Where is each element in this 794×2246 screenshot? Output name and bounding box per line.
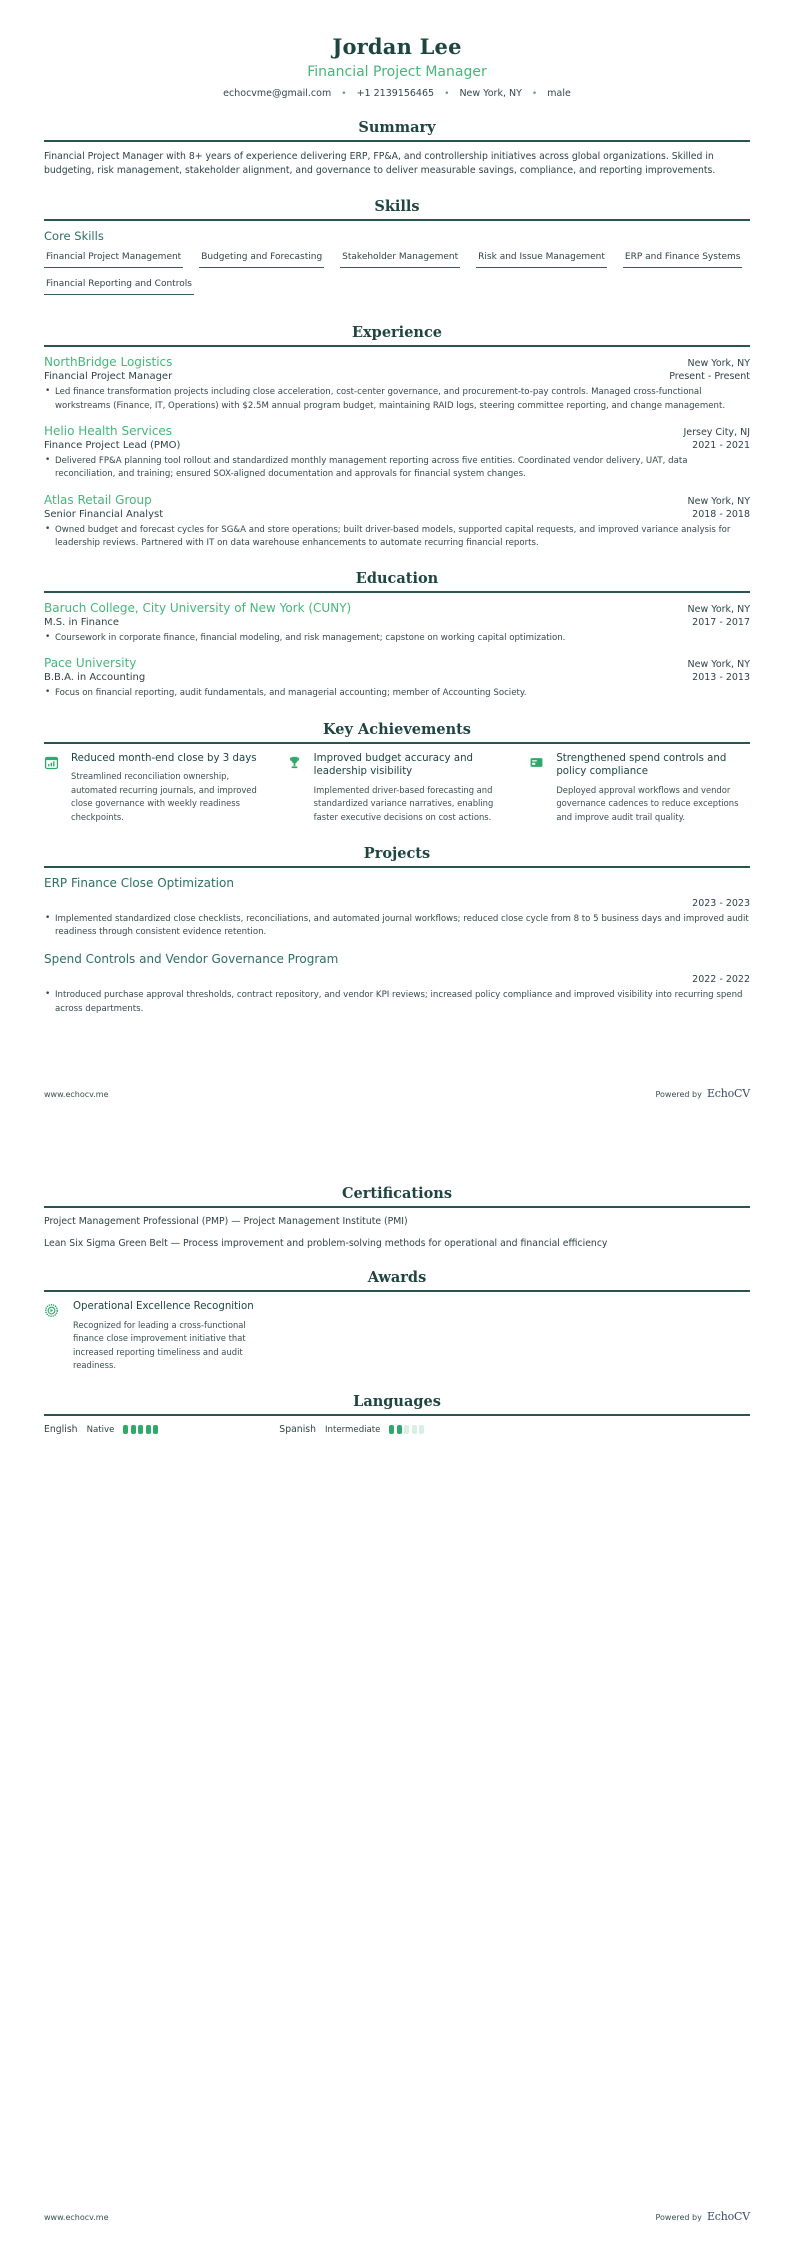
skill-chip: Risk and Issue Management bbox=[476, 250, 607, 268]
proficiency-dot bbox=[389, 1425, 394, 1434]
achievement-title: Reduced month-end close by 3 days bbox=[71, 752, 257, 764]
page-footer bbox=[44, 2205, 750, 2224]
proficiency-dot bbox=[131, 1425, 136, 1434]
achievement-title: Improved budget accuracy and leadership visibility bbox=[313, 752, 473, 778]
resume-header bbox=[44, 34, 750, 99]
education-degree: B.B.A. in Accounting bbox=[44, 672, 146, 684]
award-title: Operational Excellence Recognition bbox=[73, 1301, 254, 1312]
education-entry bbox=[44, 601, 750, 645]
skill-chip: ERP and Finance Systems bbox=[623, 250, 743, 268]
footer-brand: EchoCV bbox=[706, 2210, 750, 2223]
section-title-certifications: Certifications bbox=[342, 1185, 452, 1202]
bullet-item: • Led finance transformation projects including close acceleration, cost-center governance, and procurement-to-pay controls. Managed cross-functional workstreams (Finance, IT, Operations) with $2.5M annual program budget, maintaining RAID logs, steering committee reporting, and change management. bbox=[44, 386, 750, 413]
section-projects bbox=[44, 845, 750, 1016]
bullet-item: • Introduced purchase approval thresholds, contract repository, and vendor KPI reviews; increased policy compliance and improved visibility into recurring spend across departments. bbox=[44, 989, 750, 1016]
experience-date: Present - Present bbox=[669, 371, 750, 383]
experience-location: New York, NY bbox=[687, 358, 750, 370]
skills-group-label: Core Skills bbox=[44, 229, 104, 244]
proficiency-dot bbox=[404, 1425, 409, 1434]
achievement-item bbox=[529, 752, 750, 825]
section-awards bbox=[44, 1269, 750, 1373]
language-name: English bbox=[44, 1424, 78, 1435]
contact-separator-icon: • bbox=[531, 89, 538, 99]
page-footer bbox=[44, 1082, 750, 1101]
experience-entry bbox=[44, 424, 750, 482]
certification-item bbox=[44, 1216, 750, 1227]
languages-grid bbox=[44, 1424, 750, 1435]
experience-date: 2018 - 2018 bbox=[692, 508, 750, 520]
skills-chip-list bbox=[44, 250, 750, 304]
certification-issuer: Process improvement and problem-solving methods for operational and financial efficiency bbox=[183, 1238, 608, 1249]
experience-organization: Helio Health Services bbox=[44, 423, 173, 438]
experience-entry bbox=[44, 493, 750, 551]
section-title-summary: Summary bbox=[358, 119, 436, 136]
calendar-chart-icon bbox=[44, 752, 62, 770]
section-divider bbox=[44, 866, 750, 868]
medal-gear-icon bbox=[44, 1300, 62, 1322]
education-entry bbox=[44, 656, 750, 700]
contact-location: New York, NY bbox=[459, 88, 522, 99]
education-bullets bbox=[44, 632, 750, 645]
contact-email[interactable]: echocvme@gmail.com bbox=[223, 88, 332, 99]
section-divider bbox=[44, 742, 750, 744]
project-title: ERP Finance Close Optimization bbox=[44, 875, 234, 890]
contact-phone[interactable]: +1 2139156465 bbox=[356, 88, 435, 99]
certification-dash: — bbox=[231, 1216, 241, 1227]
project-title: Spend Controls and Vendor Governance Program bbox=[44, 952, 339, 967]
section-divider bbox=[44, 140, 750, 142]
experience-bullets bbox=[44, 386, 750, 413]
project-entry bbox=[44, 876, 750, 940]
section-key-achievements bbox=[44, 721, 750, 825]
section-languages bbox=[44, 1393, 750, 1435]
skill-chip: Financial Reporting and Controls bbox=[44, 277, 194, 295]
proficiency-dot bbox=[419, 1425, 424, 1434]
proficiency-dot bbox=[146, 1425, 151, 1434]
bullet-item: • Focus on financial reporting, audit fundamentals, and managerial accounting; member of Accounting Society. bbox=[44, 687, 750, 700]
section-education bbox=[44, 570, 750, 701]
experience-bullets bbox=[44, 524, 750, 551]
education-bullets bbox=[44, 687, 750, 700]
contact-line bbox=[44, 88, 750, 99]
project-date: 2023 - 2023 bbox=[692, 897, 750, 909]
proficiency-dot bbox=[123, 1425, 128, 1434]
footer-brand: EchoCV bbox=[706, 1087, 750, 1100]
contact-separator-icon: • bbox=[341, 89, 347, 99]
achievement-item bbox=[287, 752, 508, 825]
section-title-education: Education bbox=[355, 570, 439, 588]
section-divider bbox=[44, 591, 750, 593]
bullet-item: • Owned budget and forecast cycles for SG&A and store operations; built driver-based models, supported capital requests, and improved variance analysis for leadership reviews. Partnered with IT on data warehouse enhancements to automate recurring financial reports. bbox=[44, 524, 750, 551]
section-divider bbox=[44, 219, 750, 221]
language-level: Native bbox=[86, 1424, 115, 1435]
language-name: Spanish bbox=[279, 1424, 317, 1435]
experience-bullets bbox=[44, 455, 750, 482]
card-controls-icon bbox=[529, 752, 547, 770]
education-location: New York, NY bbox=[687, 604, 750, 616]
skill-chip: Stakeholder Management bbox=[340, 250, 460, 268]
certification-issuer: Project Management Institute (PMI) bbox=[243, 1216, 408, 1227]
contact-gender: male bbox=[547, 88, 571, 99]
language-item bbox=[279, 1424, 514, 1435]
footer-url[interactable]: www.echocv.me bbox=[44, 1090, 109, 1099]
section-divider bbox=[44, 1414, 750, 1416]
bullet-item: • Coursework in corporate finance, financial modeling, and risk management; capstone on working capital optimization. bbox=[44, 632, 750, 645]
achievement-description: Deployed approval workflows and vendor governance cadences to reduce exceptions and improve audit trail quality. bbox=[556, 784, 739, 822]
section-title-awards: Awards bbox=[367, 1269, 427, 1286]
experience-date: 2021 - 2021 bbox=[692, 439, 750, 451]
proficiency-dot bbox=[138, 1425, 143, 1434]
certification-item bbox=[44, 1238, 750, 1249]
candidate-headline: Financial Project Manager bbox=[307, 64, 487, 80]
achievement-title: Strengthened spend controls and policy compliance bbox=[556, 752, 727, 778]
section-divider bbox=[44, 345, 750, 347]
language-proficiency-dots bbox=[389, 1425, 424, 1434]
experience-role: Financial Project Manager bbox=[44, 371, 173, 383]
certification-name: Project Management Professional (PMP) bbox=[44, 1216, 229, 1227]
section-title-languages: Languages bbox=[353, 1393, 441, 1410]
achievement-item bbox=[44, 752, 265, 825]
achievements-grid bbox=[44, 752, 750, 825]
contact-separator-icon: • bbox=[444, 89, 450, 99]
education-institution: Pace University bbox=[44, 656, 137, 671]
footer-powered-by bbox=[655, 2205, 750, 2224]
education-degree: M.S. in Finance bbox=[44, 617, 120, 629]
experience-location: Jersey City, NJ bbox=[683, 426, 750, 438]
section-title-projects: Projects bbox=[363, 844, 431, 862]
footer-powered-label: Powered by bbox=[655, 2213, 702, 2222]
section-divider bbox=[44, 1290, 750, 1292]
bullet-item: • Implemented standardized close checklists, reconciliations, and automated journal workflows; reduced close cycle from 8 to 5 business days and improved audit readiness through consistent evidence retention. bbox=[44, 913, 750, 940]
experience-role: Senior Financial Analyst bbox=[44, 508, 164, 520]
achievement-description: Streamlined reconciliation ownership, automated recurring journals, and improved close governance with weekly readiness checkpoints. bbox=[71, 771, 257, 823]
trophy-icon bbox=[287, 752, 305, 770]
education-location: New York, NY bbox=[687, 659, 750, 671]
experience-location: New York, NY bbox=[687, 495, 750, 507]
language-item bbox=[44, 1424, 279, 1435]
project-bullets bbox=[44, 989, 750, 1016]
project-bullets bbox=[44, 913, 750, 940]
summary-text: Financial Project Manager with 8+ years of experience delivering ERP, FP&A, and controllership initiatives across global organizations. Skilled in budgeting, risk management, stakeholder alignment, and governance to deliver measurable savings, compliance, and reporting improvements. bbox=[44, 151, 716, 177]
section-summary bbox=[44, 119, 750, 178]
project-date: 2022 - 2022 bbox=[692, 974, 750, 986]
language-proficiency-dots bbox=[123, 1425, 158, 1434]
award-description: Recognized for leading a cross-functional finance close improvement initiative that increased reporting timeliness and audit readiness. bbox=[73, 1319, 246, 1371]
proficiency-dot bbox=[153, 1425, 158, 1434]
experience-role: Finance Project Lead (PMO) bbox=[44, 439, 181, 451]
skill-chip: Budgeting and Forecasting bbox=[199, 250, 324, 268]
footer-url[interactable]: www.echocv.me bbox=[44, 2213, 109, 2222]
skill-chip: Financial Project Management bbox=[44, 250, 183, 268]
resume-page-2 bbox=[0, 1123, 794, 2246]
experience-organization: Atlas Retail Group bbox=[44, 492, 152, 507]
section-skills bbox=[44, 198, 750, 304]
project-entry bbox=[44, 952, 750, 1016]
education-institution: Baruch College, City University of New York (CUNY) bbox=[44, 601, 352, 616]
education-date: 2013 - 2013 bbox=[692, 672, 750, 684]
certification-dash: — bbox=[170, 1238, 181, 1249]
education-date: 2017 - 2017 bbox=[692, 617, 750, 629]
certification-name: Lean Six Sigma Green Belt bbox=[44, 1238, 168, 1249]
candidate-name: Jordan Lee bbox=[332, 34, 462, 59]
proficiency-dot bbox=[397, 1425, 402, 1434]
section-experience bbox=[44, 324, 750, 550]
bullet-item: • Delivered FP&A planning tool rollout and standardized monthly management reporting across five entities. Coordinated vendor delivery, UAT, data reconciliation, and training; ensured SOX-aligned documentation and approvals for financial system changes. bbox=[44, 455, 750, 482]
achievement-description: Implemented driver-based forecasting and standardized variance narratives, enabling faster executive decisions on cost actions. bbox=[313, 784, 494, 822]
section-title-key-achievements: Key Achievements bbox=[323, 720, 471, 738]
experience-organization: NorthBridge Logistics bbox=[44, 355, 173, 370]
section-title-experience: Experience bbox=[351, 324, 443, 342]
footer-powered-by bbox=[655, 1082, 750, 1101]
section-divider bbox=[44, 1206, 750, 1208]
language-level: Intermediate bbox=[325, 1424, 381, 1435]
experience-entry bbox=[44, 355, 750, 413]
proficiency-dot bbox=[412, 1425, 417, 1434]
section-certifications bbox=[44, 1185, 750, 1249]
award-item bbox=[44, 1300, 277, 1373]
section-title-skills: Skills bbox=[374, 198, 420, 216]
footer-powered-label: Powered by bbox=[655, 1090, 702, 1099]
